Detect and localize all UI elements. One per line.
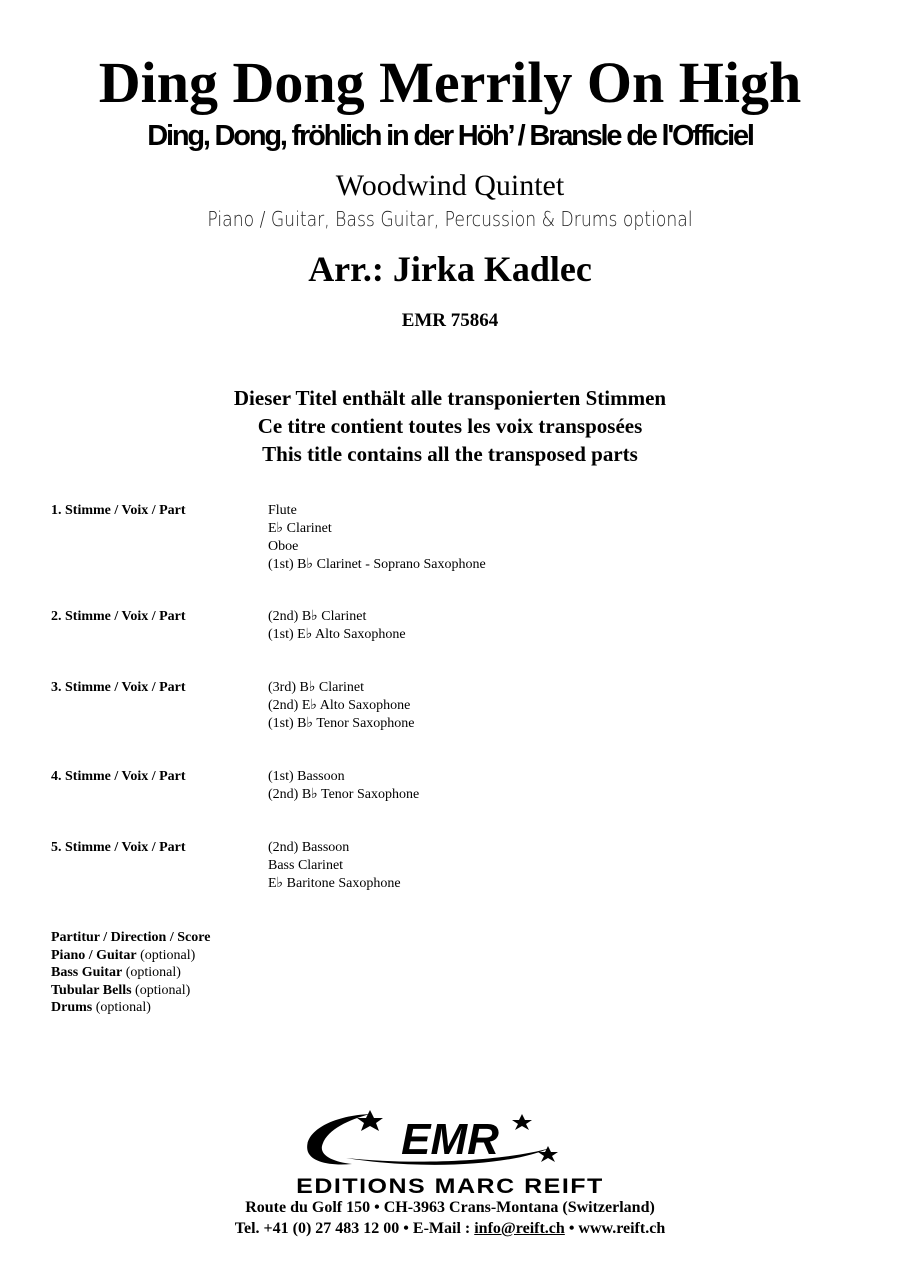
instrument-item: (1st) Bassoon bbox=[268, 769, 345, 784]
instrument-item: (1st) B♭ Clarinet - Soprano Saxophone bbox=[268, 557, 486, 572]
notice-english: This title contains all the transposed parts bbox=[262, 442, 638, 466]
arranger: Arr.: Jirka Kadlec bbox=[308, 249, 592, 289]
star-icon bbox=[357, 1110, 383, 1131]
instrument-item: Oboe bbox=[268, 539, 299, 554]
page-title: Ding Dong Merrily On High bbox=[98, 50, 802, 115]
instrument-item: (2nd) E♭ Alto Saxophone bbox=[268, 698, 411, 713]
instrument-item: (1st) E♭ Alto Saxophone bbox=[268, 627, 406, 642]
extra-part-piano-guitar bbox=[51, 947, 210, 965]
star-icon bbox=[538, 1146, 558, 1162]
additional-parts-list bbox=[51, 929, 210, 1017]
catalog-number: EMR 75864 bbox=[401, 310, 499, 331]
extra-part-tubular-bells bbox=[51, 982, 210, 1000]
notice-french: Ce titre contient toutes les voix transposées bbox=[257, 414, 643, 438]
publisher-contact bbox=[0, 1219, 900, 1239]
part-3-instruments bbox=[268, 679, 415, 733]
instrument-item: (3rd) B♭ Clarinet bbox=[268, 680, 365, 695]
instrument-item: E♭ Baritone Saxophone bbox=[268, 876, 401, 891]
part-2-label: 2. Stimme / Voix / Part bbox=[51, 609, 186, 624]
website-text: • www.reift.ch bbox=[564, 1220, 666, 1237]
instrument-item: (1st) B♭ Tenor Saxophone bbox=[268, 716, 415, 731]
optional-note: (optional) bbox=[125, 965, 181, 980]
ensemble-label: Woodwind Quintet bbox=[335, 169, 565, 202]
extra-part-name: Tubular Bells bbox=[51, 982, 132, 998]
part-2-instruments bbox=[268, 608, 406, 644]
part-5-instruments bbox=[268, 839, 401, 893]
extra-part-name: Drums bbox=[51, 1000, 93, 1015]
instrument-item: E♭ Clarinet bbox=[268, 521, 332, 536]
page-subtitle: Ding, Dong, fröhlich in der Höh’ / Bransle de l'Officiel bbox=[147, 120, 753, 152]
emr-logo bbox=[300, 1108, 610, 1174]
instrument-item: (2nd) B♭ Tenor Saxophone bbox=[268, 787, 420, 802]
notice-german: Dieser Titel enthält alle transponierten Stimmen bbox=[233, 386, 667, 410]
extra-part-name: Piano / Guitar bbox=[51, 947, 137, 963]
optional-note: (optional) bbox=[95, 1000, 151, 1015]
part-1-instruments bbox=[268, 502, 486, 574]
publisher-name: EDITIONS MARC REIFT bbox=[296, 1174, 604, 1198]
optional-note: (optional) bbox=[135, 982, 191, 998]
instrument-item: (2nd) Bassoon bbox=[268, 840, 350, 855]
transposed-parts-notice bbox=[0, 384, 900, 468]
part-3-label: 3. Stimme / Voix / Part bbox=[51, 680, 186, 695]
part-5-label: 5. Stimme / Voix / Part bbox=[51, 840, 186, 855]
instrument-item: Flute bbox=[268, 503, 297, 518]
part-4-label: 4. Stimme / Voix / Part bbox=[51, 769, 186, 784]
part-4-instruments bbox=[268, 768, 419, 804]
instrument-item: Bass Clarinet bbox=[268, 858, 344, 873]
instrument-item: (2nd) B♭ Clarinet bbox=[268, 609, 367, 624]
extra-part-name: Partitur / Direction / Score bbox=[51, 930, 211, 945]
extra-part-bass-guitar bbox=[51, 964, 210, 982]
optional-note: (optional) bbox=[140, 947, 196, 963]
extra-part-name: Bass Guitar bbox=[51, 965, 123, 980]
publisher-address: Route du Golf 150 • CH-3963 Crans-Montana (Switzerland) bbox=[245, 1199, 655, 1216]
email-link[interactable]: info@reift.ch bbox=[474, 1220, 565, 1237]
star-icon bbox=[512, 1114, 532, 1130]
part-1-label: 1. Stimme / Voix / Part bbox=[51, 503, 186, 518]
extra-part-score bbox=[51, 929, 210, 947]
phone-label: Tel. +41 (0) 27 483 12 00 • E-Mail : bbox=[234, 1220, 475, 1237]
optional-instruments: Piano / Guitar, Bass Guitar, Percussion & Drums optional bbox=[207, 207, 693, 231]
extra-part-drums bbox=[51, 999, 210, 1017]
logo-text: EMR bbox=[401, 1115, 499, 1164]
